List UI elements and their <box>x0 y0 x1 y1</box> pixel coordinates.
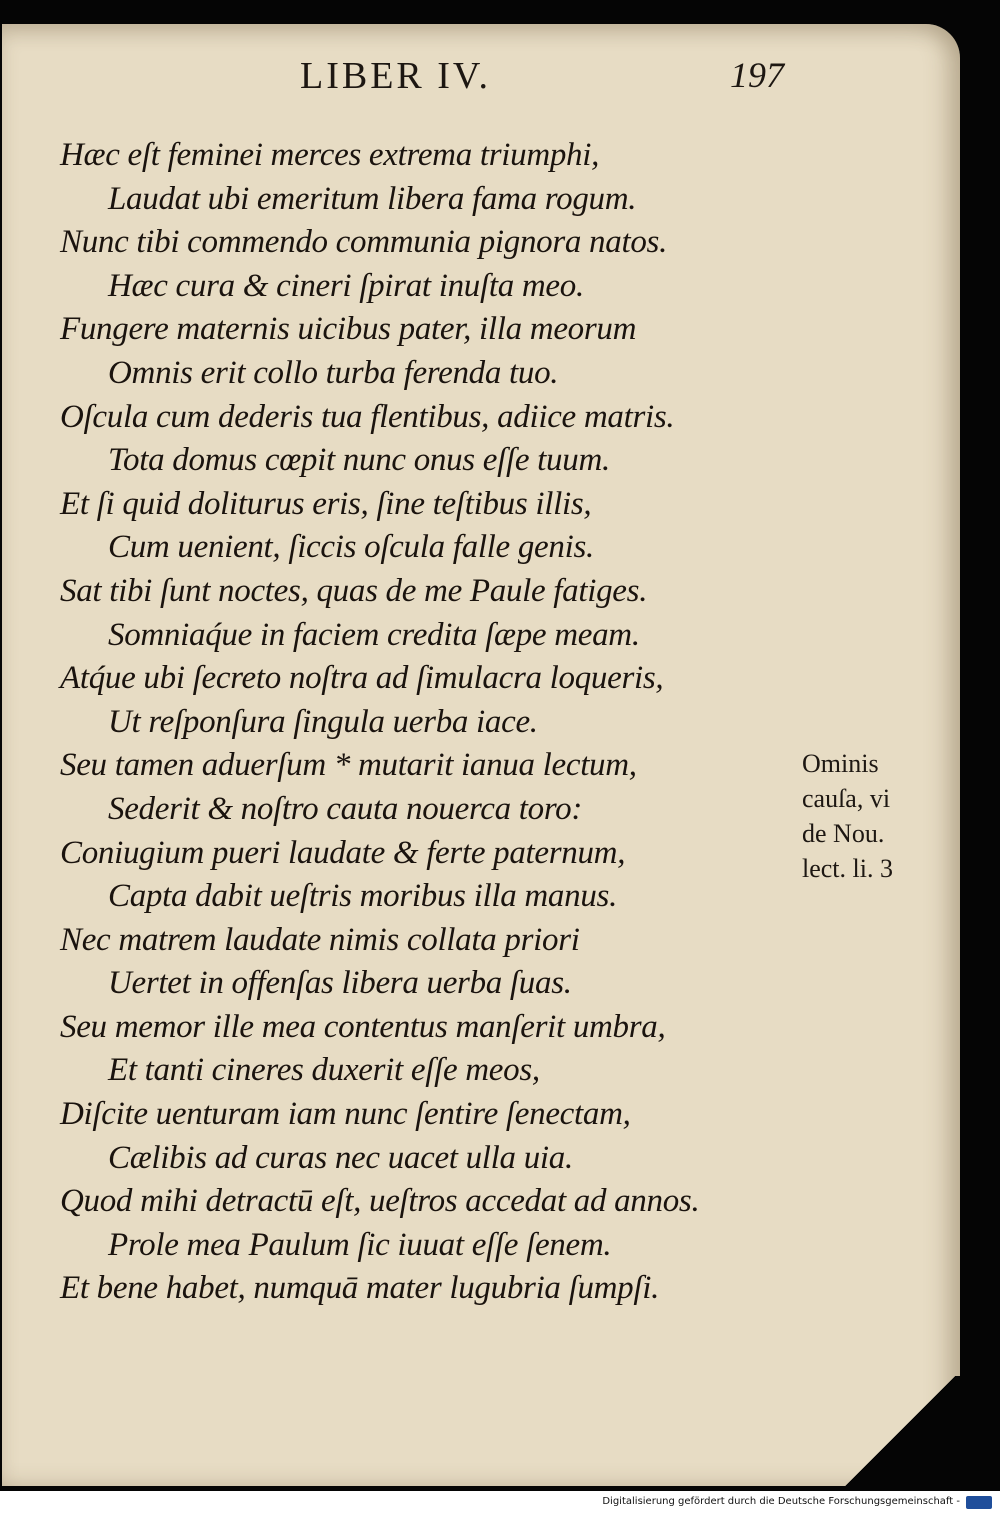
verse-line: Seu memor ille mea contentus manſerit umbra, <box>60 1008 666 1045</box>
verse-line: Uertet in offenſas libera uerba ſuas. <box>108 965 572 1002</box>
verse-line: Nunc tibi commendo communia pignora natos. <box>60 224 668 261</box>
verse-line: Sat tibi ſunt noctes, quas de me Paule fatiges. <box>60 572 648 609</box>
verse-line: Cum uenient, ſiccis oſcula falle genis. <box>108 529 594 566</box>
verse-line: Quod mihi detractū eſt, ueſtros accedat ad annos. <box>60 1183 700 1220</box>
verse-list <box>60 134 820 1311</box>
verse-line: Ut reſponſura ſingula uerba iace. <box>108 703 538 740</box>
page-number: 197 <box>730 55 784 95</box>
verse-line: Cælibis ad curas nec uacet ulla uia. <box>108 1139 573 1176</box>
dfg-logo-icon <box>966 1496 992 1509</box>
verse-line: Diſcite uenturam iam nunc ſentire ſenectam, <box>60 1096 631 1133</box>
verse-line: Et bene habet, numquā mater lugubria ſumpſi. <box>60 1270 660 1307</box>
verse-line: Omnis erit collo turba ferenda tuo. <box>108 354 559 391</box>
verse-line: Sederit & noſtro cauta nouerca toro: <box>108 790 583 827</box>
running-title: LIBER IV. <box>300 55 491 97</box>
funding-credit: Digitalisierung gefördert durch die Deutsche Forschungsgemeinschaft - <box>602 1496 960 1507</box>
marginal-note-line: Ominis <box>802 749 879 778</box>
marginal-note-line: lect. li. 3 <box>802 854 893 883</box>
verse-line: Oſcula cum dederis tua flentibus, adiice matris. <box>60 398 675 435</box>
verse-line: Et tanti cineres duxerit eſſe meos, <box>108 1052 540 1089</box>
book-page <box>2 24 960 1486</box>
verse-line: Capta dabit ueſtris moribus illa manus. <box>108 878 618 915</box>
verse-line: Coniugium pueri laudate & ferte paternum, <box>60 834 626 871</box>
marginal-note <box>802 746 942 886</box>
verse-line: Nec matrem laudate nimis collata priori <box>60 921 580 958</box>
verse-line: Seu tamen aduerſum * mutarit ianua lectum, <box>60 747 637 784</box>
verse-line: Somniaq́ue in faciem credita ſæpe meam. <box>108 616 640 653</box>
verse-line: Hæc eſt feminei merces extrema triumphi, <box>60 137 600 173</box>
verse-line: Atq́ue ubi ſecreto noſtra ad ſimulacra loqueris, <box>60 660 664 697</box>
verse-line: Prole mea Paulum ſic iuuat eſſe ſenem. <box>108 1226 612 1263</box>
verse-line: Et ſi quid doliturus eris, ſine teſtibus illis, <box>60 485 592 522</box>
verse-line: Laudat ubi emeritum libera fama rogum. <box>108 180 637 217</box>
footer-bar <box>0 1491 1000 1515</box>
verse-line: Hæc cura & cineri ſpirat inuſta meo. <box>108 267 584 304</box>
marginal-note-line: cauſa, vi <box>802 784 891 813</box>
marginal-note-line: de Nou. <box>802 819 885 848</box>
verse-line: Tota domus cœpit nunc onus eſſe tuum. <box>108 442 610 479</box>
page-header <box>2 54 960 114</box>
verse-line: Fungere maternis uicibus pater, illa meorum <box>60 311 637 348</box>
